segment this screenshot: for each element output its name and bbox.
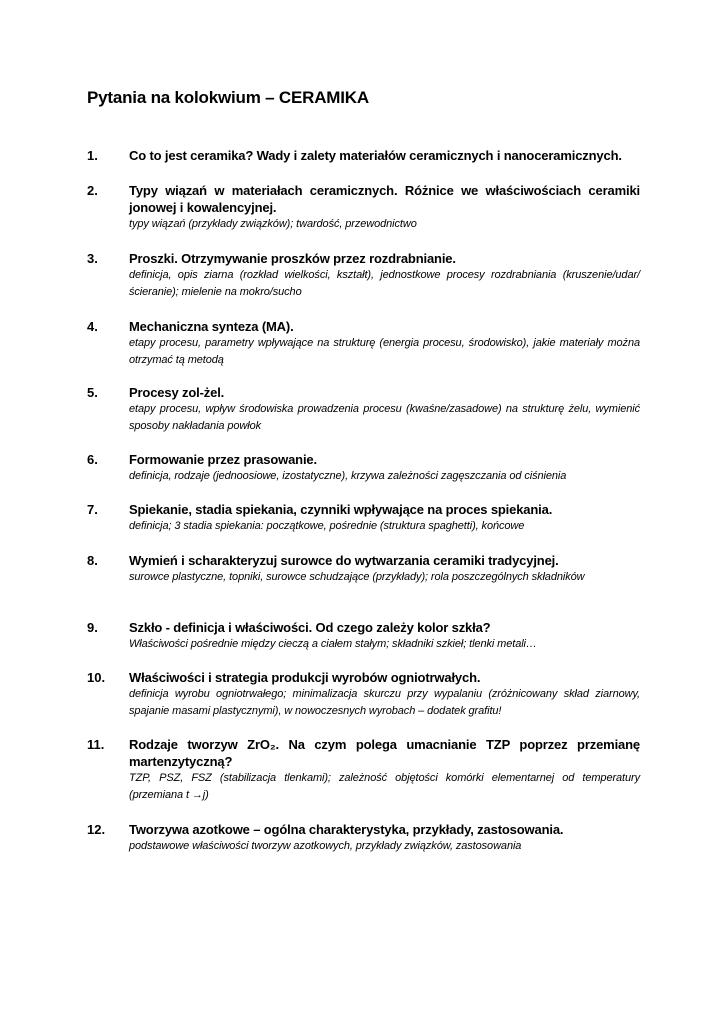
list-item (87, 736, 640, 804)
item-number: 5. (87, 385, 98, 400)
item-details: TZP, PSZ, FSZ (stabilizacja tlenkami); zależność objętości komórki elementarnej od temperatury (przemiana t →j) (129, 772, 640, 801)
item-question: Właściwości i strategia produkcji wyrobów ogniotrwałych. (129, 670, 481, 685)
item-details: typy wiązań (przykłady związków); twardość, przewodnictwo (129, 218, 417, 230)
item-details: definicja wyrobu ogniotrwałego; minimalizacja skurczu przy wypalaniu (zróżnicowany skład ziarnowy, spajanie masami plastycznymi), w nowoczesnych wyrobach – dodatek grafitu! (129, 688, 640, 717)
item-body (129, 147, 640, 164)
list-item (87, 619, 640, 653)
item-details: Właściwości pośrednie między cieczą a ciałem stałym; składniki szkieł; tlenki metali… (129, 638, 537, 650)
list-item (87, 147, 640, 164)
item-details: etapy procesu, wpływ środowiska prowadzenia procesu (kwaśne/zasadowe) na strukturę żelu, wymienić sposoby nakładania powłok (129, 403, 640, 432)
item-details: etapy procesu, parametry wpływające na strukturę (energia procesu, środowisko), jakie materiały można otrzymać tą metodą (129, 337, 640, 366)
list-item (87, 250, 640, 301)
item-body (129, 552, 640, 586)
page-title: Pytania na kolokwium – CERAMIKA (87, 88, 369, 107)
item-number: 10. (87, 670, 106, 685)
item-number: 8. (87, 553, 98, 568)
item-number: 7. (87, 502, 98, 517)
item-question: Typy wiązań w materiałach ceramicznych. Różnice we właściwościach ceramiki jonowej i kowalencyjnej. (129, 183, 640, 215)
item-number: 12. (87, 822, 106, 837)
item-question: Spiekanie, stadia spiekania, czynniki wpływające na proces spiekania. (129, 502, 553, 517)
item-number: 6. (87, 452, 98, 467)
item-details: podstawowe właściwości tworzyw azotkowych, przykłady związków, zastosowania (129, 840, 522, 852)
item-question: Mechaniczna synteza (MA). (129, 319, 294, 334)
item-question: Tworzywa azotkowe – ogólna charakterystyka, przykłady, zastosowania. (129, 822, 564, 837)
list-item (87, 182, 640, 233)
list-item (87, 821, 640, 855)
item-body (129, 619, 640, 653)
item-body (129, 821, 640, 855)
item-body (129, 250, 640, 301)
list-item (87, 669, 640, 720)
item-question: Rodzaje tworzyw ZrO₂. Na czym polega umacnianie TZP poprzez przemianę martenzytyczną? (129, 737, 640, 769)
item-details: definicja; 3 stadia spiekania: początkowe, pośrednie (struktura spaghetti), końcowe (129, 520, 525, 532)
item-number: 9. (87, 620, 98, 635)
item-body (129, 451, 640, 485)
item-details: definicja, rodzaje (jednoosiowe, izostatyczne), krzywa zależności zagęszczania od ciśnienia (129, 470, 567, 482)
item-number: 3. (87, 251, 98, 266)
item-question: Szkło - definicja i właściwości. Od czego zależy kolor szkła? (129, 620, 491, 635)
list-item (87, 552, 640, 586)
item-body (129, 736, 640, 804)
item-question: Wymień i scharakteryzuj surowce do wytwarzania ceramiki tradycyjnej. (129, 553, 559, 568)
item-question: Procesy zol-żel. (129, 385, 225, 400)
list-item (87, 318, 640, 369)
item-details: definicja, opis ziarna (rozkład wielkości, kształt), jednostkowe procesy rozdrabniania (kruszenie/udar/ścieranie); mielenie na mokro/sucho (129, 269, 640, 298)
item-body (129, 318, 640, 369)
item-body (129, 501, 640, 535)
item-question: Co to jest ceramika? Wady i zalety materiałów ceramicznych i nanoceramicznych. (129, 148, 622, 163)
item-body (129, 669, 640, 720)
item-number: 1. (87, 148, 98, 163)
item-body (129, 384, 640, 435)
list-item (87, 384, 640, 435)
list-item (87, 501, 640, 535)
item-details: surowce plastyczne, topniki, surowce schudzające (przykłady); rola poszczególnych składników (129, 571, 585, 583)
item-body (129, 182, 640, 233)
item-number: 2. (87, 183, 98, 198)
item-number: 4. (87, 319, 98, 334)
item-question: Formowanie przez prasowanie. (129, 452, 317, 467)
item-question: Proszki. Otrzymywanie proszków przez rozdrabnianie. (129, 251, 456, 266)
list-item (87, 451, 640, 485)
item-number: 11. (87, 737, 105, 752)
